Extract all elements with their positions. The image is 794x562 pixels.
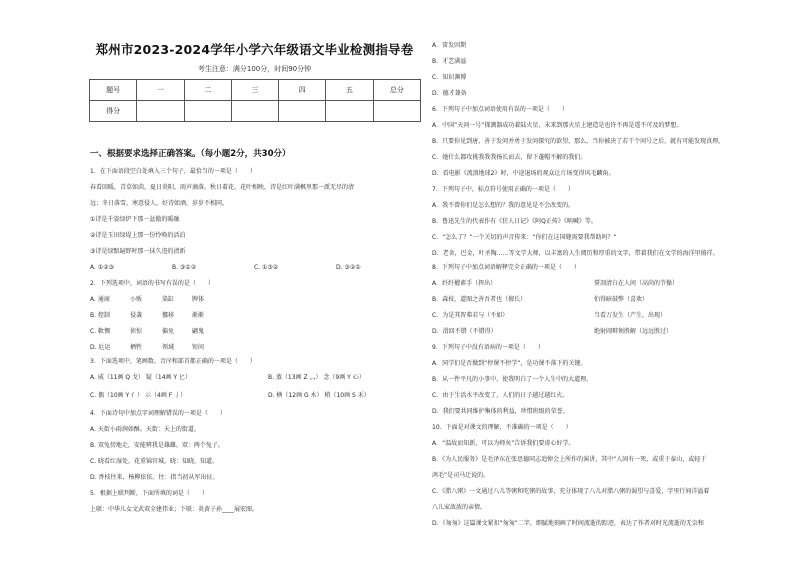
answer-option[interactable]: B. 蒸（13画 Z 灬） 念（9画 Y 心） (268, 374, 365, 381)
question-1: 1．在下面语段空白处填入三个句子，最恰当的一项是（ ） (90, 168, 256, 175)
answer-option[interactable]: B．森枝，道图之善吾者也（擅长） (432, 296, 527, 303)
question-1-sentence: ②诗是玉田绿堤上那一份怜唤的活泊 (90, 232, 186, 239)
answer-option[interactable]: C．由于生活水平改变了，人们的日子越过越红火。 (432, 392, 569, 399)
score-table-header-cell: 总分 (373, 80, 420, 101)
section-heading: 一、根据要求选择正确答案。（每小题2分，共30分） (90, 149, 291, 159)
question-4: 4．下面诗句中加点字词理解错误的一项是（ ） (90, 410, 226, 417)
answer-option[interactable]: C. 偶（10画 Y 亻） 示（4画 F 亅） (90, 392, 187, 399)
answer-option-continued: 八儿家浓浓的亲情。 (432, 504, 487, 511)
question-9: 9．下列句子中没有语病的一项是（ ） (432, 344, 544, 351)
answer-option[interactable]: A．我不曾你们是怎么想的？我的意见是不会改变的。 (432, 202, 575, 209)
question-3: 3．下面选项中，笔画数、音序和部首都正确的一项是（ ） (90, 358, 256, 365)
score-cell[interactable] (184, 101, 231, 122)
score-table-score-row (90, 101, 421, 122)
answer-option[interactable]: A．中国“天问一号”探测器成功着陆火星，未来到那火星上建造是也许不再是遥不可及的梦想。 (432, 122, 683, 129)
score-table-row-label: 得分 (90, 101, 137, 122)
word-item: 侦惊 (130, 328, 143, 335)
answer-option[interactable]: D．看电影《流浪地球2》时，中途退场的观众让片场变得风毛麟角。 (432, 170, 615, 177)
answer-option[interactable]: D．德才兼备 (432, 90, 467, 97)
answer-option-part: 当看万发生（产生，出现） (594, 312, 667, 319)
word-item: 短问 (192, 344, 205, 351)
question-1-passage: 远；冬日落雪，寒意侵人，好诗如酒，岁岁不相同。 (90, 200, 229, 207)
answer-option[interactable]: C．《腊八粥》一文通过八儿等粥和吃粥的故事，充分体现了八儿对腊八粥的渴望与喜爱，字里行间洋溢着 (432, 488, 710, 495)
score-table-header-cell: 二 (184, 80, 231, 101)
question-1-sentence: ③诗是绿黯遍野时那一抹久违的清新 (90, 248, 186, 255)
answer-option[interactable]: A. 威（11画 Q 戈） 疑（14画 Y 匕） (90, 374, 192, 381)
answer-option[interactable]: B. 控制 (90, 312, 110, 319)
score-table (89, 79, 421, 122)
score-cell[interactable] (137, 101, 184, 122)
answer-option[interactable]: B. ③①② (172, 264, 197, 271)
word-item: 侵袭 (130, 312, 143, 319)
answer-option[interactable]: A．同学们是否做到“停课不停学”，是功课不落下的关键。 (432, 360, 587, 367)
score-table-header-cell: 四 (279, 80, 326, 101)
score-table-header-cell: 一 (137, 80, 184, 101)
answer-option[interactable]: C. ①③② (254, 264, 279, 271)
word-item: 小贩 (130, 296, 143, 303)
question-1-passage: 春看回暖，青草如茵，夏日炎阳，雨声滴落，秋日着花，花叶相映，诗是红叶满枫里那一派无尽的清 (90, 184, 355, 191)
score-table-header-row (90, 80, 421, 101)
score-table-header-cell: 三 (231, 80, 278, 101)
answer-option[interactable]: A．“温故而知新，可以为师矣”告诉我们要虚心好学。 (432, 440, 575, 447)
answer-option-part: 怕得暗鼓弊（喜欢） (594, 296, 649, 303)
answer-option-continued: 鸿毛”是司马迁说的。 (432, 472, 490, 479)
word-item: 偏免 (162, 328, 175, 335)
answer-option[interactable]: B. 双兔傍地走，安能辨我是雄雌。双：两个兔子。 (90, 442, 224, 449)
score-cell[interactable] (326, 101, 373, 122)
answer-option[interactable]: B．《为人民服务》是毛泽东在张思德同志追悼会上所作的演讲，其中“人固有一死，或重于泰山，或轻于 (432, 456, 707, 463)
word-item: 染缸 (162, 296, 175, 303)
answer-option[interactable]: D．我们要共同维护集体的利益，珍惜班级的荣誉。 (432, 408, 569, 415)
answer-option[interactable]: B．从一件平凡的小事中，使我明白了一个人生中的大道理。 (432, 376, 593, 383)
answer-option[interactable]: C. 軟惆 (90, 328, 111, 335)
word-item: 领域 (162, 344, 175, 351)
score-cell[interactable] (373, 101, 420, 122)
question-2: 2．下列选项中，词语的书写有误的是（ ） (90, 280, 214, 287)
answer-option[interactable]: D. 横（12画 G 木） 稍（10画 S 禾） (268, 392, 370, 399)
score-cell[interactable] (279, 101, 326, 122)
question-8: 8．下列句子中加点词语解释完全正确的一项是（ ） (432, 264, 580, 271)
answer-option[interactable]: C. 晓看红湿处，花重锦官城。晓：知晓，知道。 (90, 458, 219, 465)
answer-option[interactable]: C．知识渊博 (432, 74, 467, 81)
answer-option-part: 绝射闹辩须胜解（远远胜过） (594, 328, 673, 335)
answer-option[interactable]: D．滑回不错（不错得） (432, 328, 497, 335)
question-7: 7．下列句子中，标点符号使用正确的一项是（ ） (432, 186, 574, 193)
word-item: 脾体 (192, 296, 205, 303)
answer-option[interactable]: A. ①②③ (90, 264, 114, 271)
question-10: 10．下面是对课文的理解，不准确的一项是（ ） (432, 424, 572, 431)
answer-option[interactable]: A．雷发因期 (432, 42, 467, 49)
answer-option[interactable]: B．鲁迅先生的代表作有《狂人日记》《阿Q正传》《呐喊》等。 (432, 218, 597, 225)
score-cell[interactable] (231, 101, 278, 122)
exam-notice: 考生注意：满分100分，时间90分钟 (197, 65, 312, 73)
answer-option[interactable]: D．老舍，巴金，叶圣陶……等文学大师，以丰富的人生阅历和厚重的文字，带着我们在文学的海洋里徜徉。 (432, 250, 719, 257)
answer-option[interactable]: D. ③②① (336, 264, 361, 271)
question-6: 6．下列句子中加点词语使用有误的一项是（ ） (432, 106, 568, 113)
word-item: 渐渐 (192, 312, 205, 319)
answer-option[interactable]: D. 香枝往来，杨柳依依。往：指当初从军出征。 (90, 474, 219, 481)
answer-option[interactable]: D. 厄运 (90, 344, 111, 351)
answer-option[interactable]: C．她什么都攻挑我我我扬长而去，留下蓬帽不解的我们。 (432, 154, 587, 161)
score-table-header-cell: 五 (326, 80, 373, 101)
answer-option[interactable]: B．才艺满溢 (432, 58, 467, 65)
answer-option-part: 誓剖清白在人间（高尚的节操） (594, 280, 679, 287)
page-title: 郑州市2023-2024学年小学六年级语文毕业检测指导卷 (95, 42, 414, 57)
question-1-sentence: ①诗是千姿绿炉下那一盆傲的暖融 (90, 216, 180, 223)
score-table-header-cell: 题号 (90, 80, 137, 101)
question-5: 5．根据上联判断，下面所填的词是（ ） (90, 490, 208, 497)
answer-option[interactable]: B．只要你见到唐，善于发问并勇于发问探究的欲望，那么，当你被决了若干个问号之后，就有可能发现真理。 (432, 138, 725, 145)
answer-option[interactable]: A. 天街小雨润如酥。天街：天上的街道。 (90, 426, 200, 433)
answer-option[interactable]: C．为是其智弗若与（不如） (432, 312, 509, 319)
word-item: 翩鬼 (192, 328, 205, 335)
question-5-couplet: 上联：中华儿女文武双全建伟业；下联：炎黄子孙____展宏图。 (90, 506, 259, 513)
answer-option[interactable]: C．“怎么了？”一个关切的声音传来：“你们在这国缝需要我帮助吗？” (432, 234, 617, 241)
answer-option[interactable]: D．《匆匆》这篇课文紧扣“匆匆”二字，细腻地刻画了时间流逝的踪迹，表达了作者对时光流逝的无奈和 (432, 520, 704, 527)
answer-option[interactable]: A．纤纤擢素手（挥出） (432, 280, 497, 287)
word-item: 挪移 (162, 312, 175, 319)
word-item: 栖牲 (130, 344, 143, 351)
answer-option[interactable]: A. 通商 (90, 296, 110, 303)
